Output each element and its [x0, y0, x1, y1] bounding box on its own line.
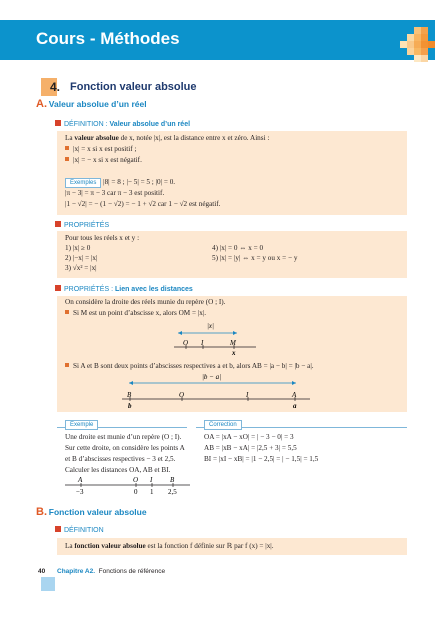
definition-2-text: La fonction valeur absolue est la fonction f définie sur ℝ par f (x) = |x|. — [65, 542, 274, 550]
page-number: 40 — [38, 568, 46, 575]
square-bullet-icon — [55, 221, 61, 227]
example-line: Une droite est munie d’un repère (O ; I). — [65, 433, 182, 441]
property-1: 1) |x| ≥ 0 — [65, 244, 91, 252]
property-5: 5) |x| = |y| ⇔ x = y ou x = − y — [212, 254, 298, 262]
svg-text:I: I — [246, 391, 249, 399]
subsection-a-title: Valeur absolue d’un réel — [48, 99, 147, 109]
correction-line: BI = |xI − xB| = |1 − 2,5| = | − 1,5| = 1,5 — [204, 455, 319, 463]
axis-ab-diagram — [120, 370, 320, 410]
distances-intro: On considère la droite des réels munie du repère (O ; I). — [65, 298, 226, 306]
definition-item: |x| = x si x est positif ; — [65, 145, 136, 155]
definition-2-label: DÉFINITION — [55, 526, 104, 535]
property-4: 4) |x| = 0 ⇔ x = 0 — [212, 244, 264, 252]
properties-intro: Pour tous les réels x et y : — [65, 234, 140, 242]
properties-label: PROPRIÉTÉS — [55, 221, 109, 230]
definition-item: |x| = − x si x est négatif. — [65, 156, 142, 166]
section-number: 4. — [50, 80, 61, 94]
subsection-b-letter: B. — [36, 506, 47, 518]
svg-text:b: b — [128, 402, 132, 410]
example-line: Calculer les distances OA, AB et BI. — [65, 466, 171, 474]
axis-abs-label: |x| — [207, 322, 214, 330]
svg-text:x: x — [232, 349, 236, 357]
definition-term: valeur absolue — [74, 134, 119, 142]
examples-line-3: |1 − √2| = − (1 − √2) = − 1 + √2 car 1 − √2 est négatif. — [65, 200, 221, 208]
footer-square — [41, 577, 55, 591]
svg-text:0: 0 — [134, 488, 138, 496]
svg-text:2,5: 2,5 — [168, 488, 177, 496]
section-title: Fonction valeur absolue — [70, 81, 197, 93]
square-bullet-icon — [55, 526, 61, 532]
axis-om-diagram — [150, 318, 270, 358]
svg-text:O: O — [133, 476, 139, 484]
svg-text:O: O — [183, 339, 189, 347]
properties-distances-label: PROPRIÉTÉS : Lien avec les distances — [55, 285, 193, 294]
subsection-a-heading — [36, 97, 147, 112]
correction-line: AB = |xB − xA| = |2,5 + 3| = 5,5 — [204, 444, 297, 452]
property-2: 2) |−x| = |x| — [65, 254, 98, 262]
example-tag: Exemple — [65, 420, 98, 430]
examples-tag: Exemples — [65, 178, 101, 188]
subsection-b-heading — [36, 505, 147, 520]
example-line: Sur cette droite, on considère les points A — [65, 444, 185, 452]
example-line: et B d’abscisses respectives − 3 et 2,5. — [65, 455, 176, 463]
examples-line-2: |π − 3| = π − 3 car π − 3 est positif. — [65, 189, 165, 197]
svg-text:I: I — [201, 339, 204, 347]
definition-label — [55, 120, 190, 129]
svg-text:A: A — [78, 476, 83, 484]
svg-text:O: O — [179, 391, 185, 399]
square-bullet-icon — [55, 120, 61, 126]
definition-intro: La valeur absolue de x, notée |x|, est la distance entre x et zéro. Ainsi : — [65, 134, 270, 142]
distances-bullet-2: Si A et B sont deux points d’abscisses respectives a et b, alors AB = |a − b| = |b − a|. — [65, 362, 314, 372]
property-3: 3) √x² = |x| — [65, 264, 97, 272]
svg-text:I: I — [150, 476, 153, 484]
svg-text:B: B — [170, 476, 175, 484]
definition-keyword: DÉFINITION : — [64, 121, 108, 128]
subsection-a-letter: A. — [36, 98, 47, 110]
chapter-label: Chapitre A2. Fonctions de référence — [57, 568, 166, 575]
definition-topic: Valeur absolue d’un réel — [109, 121, 191, 128]
svg-text:1: 1 — [150, 488, 154, 496]
svg-text:|b − a|: |b − a| — [202, 373, 222, 381]
correction-tag: Correction — [204, 420, 242, 430]
svg-text:M: M — [230, 339, 236, 347]
example-axis-diagram — [65, 473, 195, 497]
square-bullet-icon — [55, 285, 61, 291]
examples-line-1: Exemples |8| = 8 ; |− 5| = 5 ; |0| = 0. — [65, 178, 175, 188]
correction-line: OA = |xA − xO| = | − 3 − 0| = 3 — [204, 433, 294, 441]
svg-text:a: a — [293, 402, 297, 410]
svg-text:B: B — [127, 391, 132, 399]
distances-bullet-1: Si M est un point d’abscisse x, alors OM = |x|. — [65, 309, 206, 319]
svg-text:A: A — [292, 391, 297, 399]
svg-text:−3: −3 — [76, 488, 84, 496]
page-title: Cours - Méthodes — [36, 29, 180, 48]
header-bar — [0, 20, 435, 60]
subsection-b-title: Fonction valeur absolue — [48, 507, 147, 517]
